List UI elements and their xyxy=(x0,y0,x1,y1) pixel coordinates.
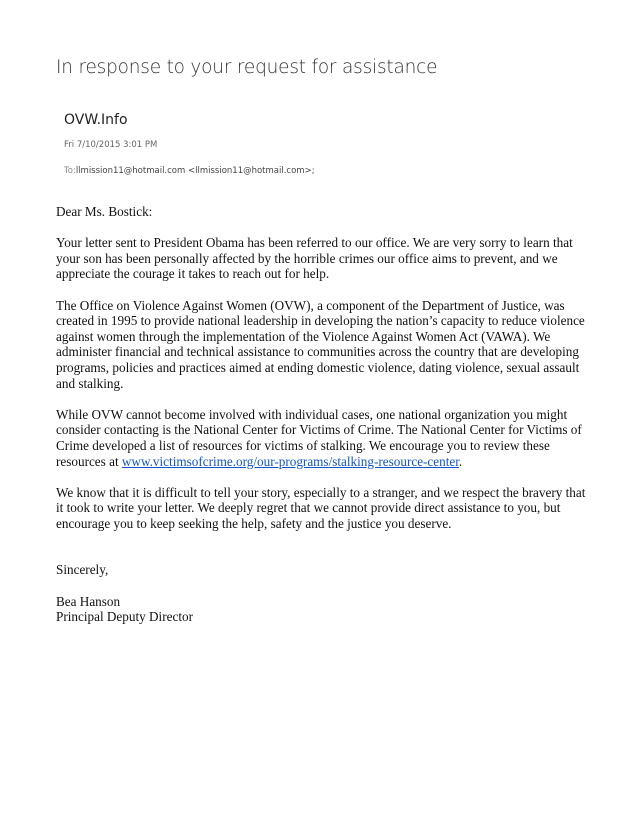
letter-paragraph-3 xyxy=(56,407,596,469)
letter-body xyxy=(56,204,596,625)
stalking-resource-center-link[interactable]: www.victimsofcrime.org/our-programs/stalking-resource-center xyxy=(121,453,459,469)
letter-paragraph-4: We know that it is difficult to tell your story, especially to a stranger, and we respect the bravery that it took to write your letter. We deeply regret that we cannot provide direct assistance to you, but encourage you to keep seeking the help, safety and the justice you deserve. xyxy=(56,484,586,531)
sent-date: Fri 7/10/2015 3:01 PM xyxy=(64,140,158,150)
letter-paragraph-2: The Office on Violence Against Women (OVW), a component of the Department of Justice, was created in 1995 to provide national leadership in developing the nation’s capacity to reduce violence against women through the implementation of the Violence Against Women Act (VAWA). We administer financial and technical assistance to communities across the country that are developing programs, policies and practices aimed at ending domestic violence, dating violence, sexual assault and stalking. xyxy=(56,297,585,391)
signer-title: Principal Deputy Director xyxy=(56,609,193,625)
paragraph-3-text: While OVW cannot become involved with individual cases, one national organization you might consider contacting is the National Center for Victims of Crime. The National Center for Victims of Crime developed a list of resources for victims of stalking. We encourage you to review these resources at xyxy=(56,406,582,469)
letter-closing: Sincerely, xyxy=(56,562,109,578)
paragraph-3-end: . xyxy=(458,453,463,469)
recipient-line xyxy=(64,166,315,176)
to-label: To: xyxy=(64,166,76,176)
letter-paragraph-1: Your letter sent to President Obama has been referred to our office. We are very sorry to learn that your son has been personally affected by the horrible crimes our office aims to prevent, and we appreciate the courage it takes to reach out for help. xyxy=(56,235,573,282)
letter-greeting: Dear Ms. Bostick: xyxy=(56,204,153,219)
sender-name: OVW.Info xyxy=(64,112,128,128)
signer-name: Bea Hanson xyxy=(56,593,121,609)
recipient-address: llmission11@hotmail.com <llmission11@hotmail.com>; xyxy=(75,166,315,176)
email-subject: In response to your request for assistance xyxy=(56,57,438,78)
